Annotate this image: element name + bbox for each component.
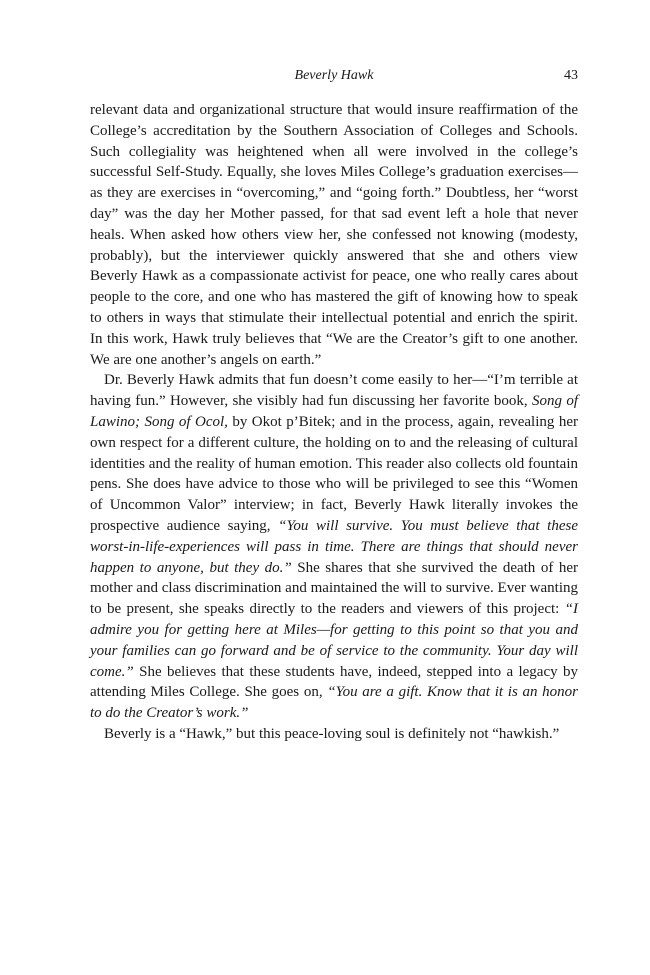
paragraph [90, 724, 578, 745]
running-title: Beverly Hawk [294, 68, 374, 83]
text-run: She believes that these students have, indeed, stepped into a legacy by attending Miles College. She goes on, [90, 663, 578, 701]
page-number: 43 [564, 68, 578, 83]
paragraph [90, 100, 578, 370]
body-text [90, 100, 578, 745]
text-run: Beverly is a “Hawk,” but this peace-loving soul is definitely not “hawkish.” [104, 725, 560, 742]
italic-text-run: “You will survive. You must believe that these worst-in-life-experiences will pass in time. There are things that should never happen to anyone, but they do.” [90, 517, 578, 576]
paragraph [90, 370, 578, 724]
italic-text-run: “I admire you for getting here at Miles—for getting to this point so that you and your families can go forward and be of service to the community. Your day will come.” [90, 601, 578, 680]
text-run: She shares that she survived the death of her mother and class discrimination and maintained the will to survive. Ever wanting to be present, she speaks directly to the readers and viewers of this project: [90, 559, 578, 618]
text-run: Dr. Beverly Hawk admits that fun doesn’t come easily to her—“I’m terrible at having fun.” However, she visibly had fun discussing her favorite book, [90, 372, 578, 410]
running-header [90, 68, 578, 88]
text-run: by Okot p’Bitek; and in the process, again, revealing her own respect for a different culture, the holding on to and the releasing of cultural identities and the reality of human emotion. This reader also collects old fountain pens. She does have advice to those who will be privileged to see this “Women of Uncommon Valor” interview; in fact, Beverly Hawk literally invokes the prospective audience saying, [90, 413, 578, 534]
italic-text-run: “You are a gift. Know that it is an honor to do the Creator’s work.” [90, 684, 578, 722]
italic-text-run: Song of Lawino; Song of Ocol, [90, 393, 579, 430]
text-run: relevant data and organizational structure that would insure reaffirmation of the College’s accreditation by the Southern Association of Colleges and Schools. Such collegiality was heightened when all were involved in the college’s successful Self-Study. Equally, she loves Miles College’s graduation exercises—as they are exercises in “overcoming,” and “going forth.” Doubtless, her “worst day” was the day her Mother passed, for that sad event left a hole that never heals. When asked how others view her, she confessed not knowing (modesty, probably), but the interviewer quickly answered that she and others view Beverly Hawk as a compassionate activist for peace, one who really cares about people to the core, and one who has mastered the gift of knowing how to speak to others in ways that stimulate their intellectual potential and enrich the spirit. In this work, Hawk truly believes that “We are the Creator’s gift to one another. We are one another’s angels on earth.” [90, 102, 578, 368]
